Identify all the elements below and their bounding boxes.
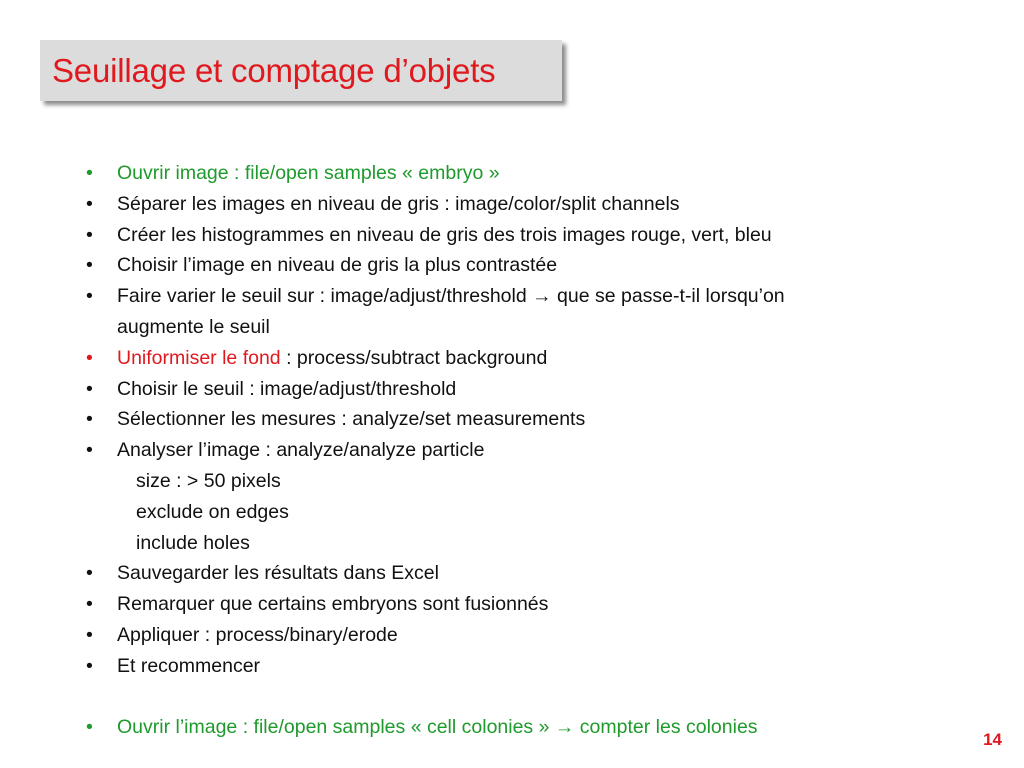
title-box [40,40,562,101]
list-item-text: Ouvrir image : file/open samples « embryo » [117,162,500,184]
bullet-icon: • [86,715,93,738]
list-item-text: Choisir l’image en niveau de gris la plus contrastée [117,254,558,277]
list-item-highlight: Uniformiser le fond [117,346,281,369]
list-item [86,589,986,620]
spacer [86,682,986,712]
sub-item-text: size : > 50 pixels [136,469,281,492]
list-item-text: : process/subtract background [280,346,548,369]
arrow-right-icon: → [532,285,552,308]
list-item-text: Appliquer : process/binary/erode [117,623,398,646]
list-item-text: que se passe-t-il lorsqu’on [557,285,785,308]
sub-item [86,528,986,559]
list-item-text: compter les colonies [579,715,758,738]
bullet-icon: • [86,408,93,431]
list-item [86,651,986,682]
list-item [86,250,986,281]
bullet-icon: • [86,254,93,277]
list-item [86,343,986,374]
list-item [86,404,986,435]
list-item-continuation [86,312,986,343]
list-item-text: Créer les histogrammes en niveau de gris des trois images rouge, vert, bleu [117,223,772,246]
list-item-text: Sauvegarder les résultats dans Excel [117,562,439,585]
bullet-list [86,158,986,742]
list-item-text: Ouvrir l’image : file/open samples « cell colonies » [117,715,550,738]
list-item-text: Analyser l’image : analyze/analyze particle [117,439,485,462]
bullet-icon: • [86,162,93,184]
sub-item-text: exclude on edges [136,500,289,523]
slide-title: Seuillage et comptage d’objets [52,51,496,89]
list-item-text: Sélectionner les mesures : analyze/set measurements [117,408,586,431]
list-item [86,220,986,251]
list-item-text: Séparer les images en niveau de gris : image/color/split channels [117,192,680,215]
list-item [86,712,986,743]
arrow-right-icon: → [554,715,575,738]
list-item-text: augmente le seuil [117,315,270,338]
list-item [86,558,986,589]
list-item-text: Choisir le seuil : image/adjust/threshold [117,377,457,400]
bullet-icon: • [86,623,93,646]
bullet-icon: • [86,562,93,585]
sub-item [86,497,986,528]
list-item [86,189,986,220]
bullet-icon: • [86,285,93,308]
bullet-icon: • [86,654,93,677]
list-item-text: Et recommencer [117,654,261,677]
bullet-icon: • [86,192,93,215]
list-item [86,620,986,651]
bullet-icon: • [86,223,93,246]
page-number: 14 [983,730,1002,749]
list-item [86,281,986,312]
list-item-text: Faire varier le seuil sur : image/adjust/threshold [117,285,527,308]
list-item-text: Remarquer que certains embryons sont fusionnés [117,593,549,616]
sub-item-text: include holes [136,531,250,554]
list-item [86,374,986,405]
sub-item [86,466,986,497]
list-item [86,158,986,189]
list-item [86,435,986,466]
bullet-icon: • [86,346,93,369]
bullet-icon: • [86,439,93,462]
bullet-icon: • [86,377,93,400]
bullet-icon: • [86,593,93,616]
